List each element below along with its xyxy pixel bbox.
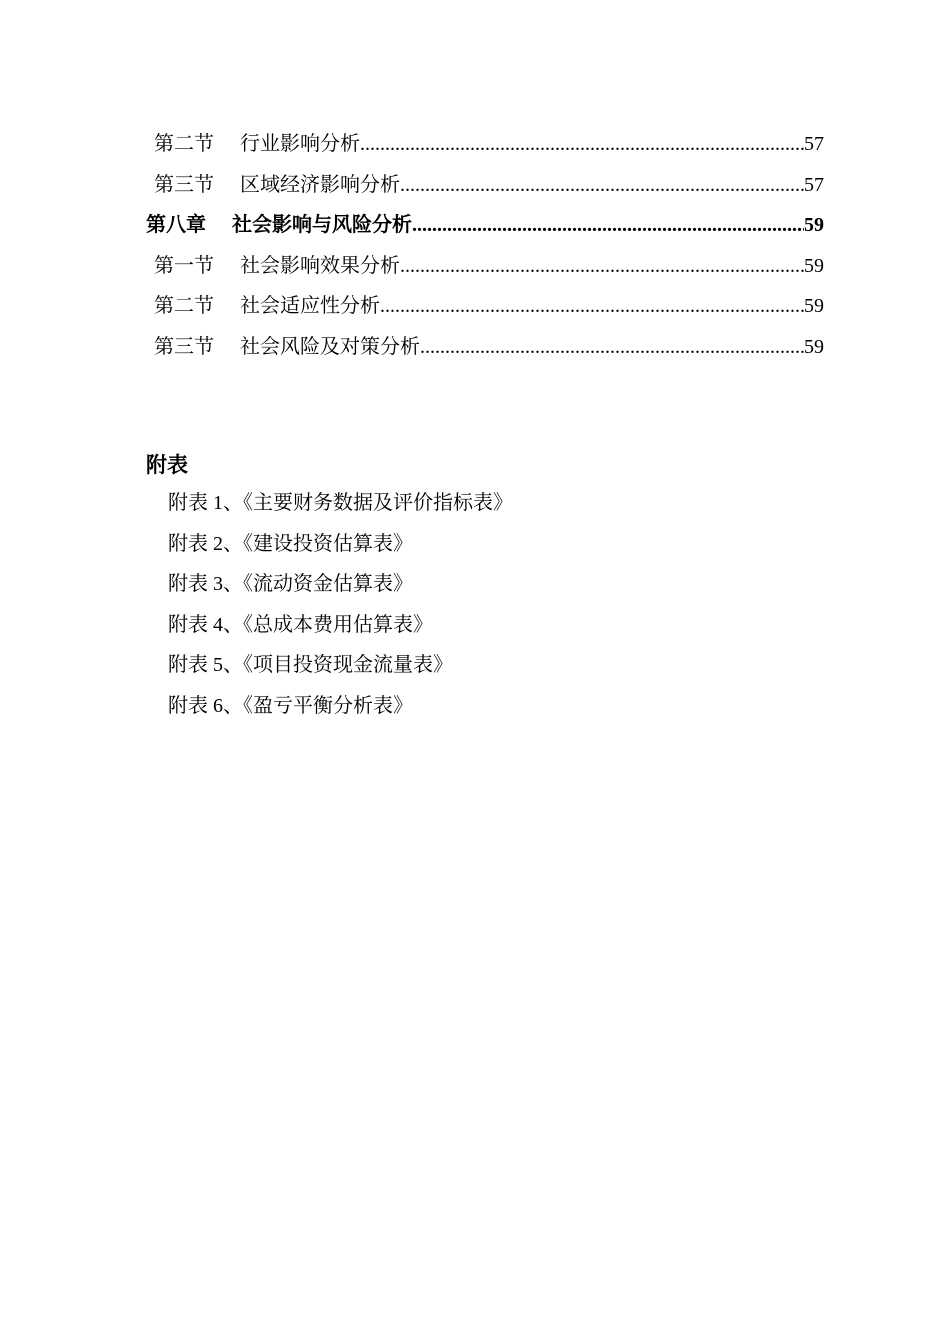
toc-entry-number: 第二节 [154,133,214,155]
toc-dot-leader [400,246,804,287]
toc-entry-title: 社会影响效果分析 [240,254,400,277]
toc-entry-number: 第一节 [154,254,214,277]
appendix-list [168,483,513,727]
toc-chapter-entry[interactable] [146,205,824,246]
toc-entry-page: 57 [804,173,824,196]
toc-entry-page: 59 [804,295,824,318]
toc-entry[interactable] [146,165,824,206]
toc-entry-page: 59 [804,335,824,358]
toc-entry-title: 社会适应性分析 [240,295,380,318]
toc-entry[interactable] [146,124,824,165]
toc-entry[interactable] [146,246,824,287]
table-of-contents [146,124,824,368]
appendix-item[interactable]: 附表 6、《盈亏平衡分析表》 [168,694,413,717]
toc-entry-page: 59 [804,254,824,277]
toc-entry-title: 行业影响分析 [240,133,360,155]
toc-dot-leader [412,205,804,246]
toc-dot-leader [360,124,804,165]
appendix-item[interactable]: 附表 3、《流动资金估算表》 [168,573,413,596]
toc-entry-number: 第八章 [146,214,206,237]
appendix-heading: 附表 [146,453,188,477]
appendix-item[interactable]: 附表 4、《总成本费用估算表》 [168,613,433,636]
toc-entry-number: 第三节 [154,173,214,196]
appendix-item[interactable]: 附表 1、《主要财务数据及评价指标表》 [168,492,513,514]
toc-entry-title: 社会风险及对策分析 [240,335,420,358]
toc-entry-page: 59 [804,214,824,237]
appendix-item[interactable]: 附表 2、《建设投资估算表》 [168,532,413,555]
appendix-item[interactable]: 附表 5、《项目投资现金流量表》 [168,654,453,677]
toc-dot-leader [400,165,804,206]
toc-entry-number: 第二节 [154,295,214,318]
toc-entry-number: 第三节 [154,335,214,358]
toc-dot-leader [420,327,804,368]
toc-dot-leader [380,286,804,327]
toc-entry-title: 社会影响与风险分析 [232,214,412,237]
toc-entry-title: 区域经济影响分析 [240,173,400,196]
toc-entry[interactable] [146,286,824,327]
toc-entry[interactable] [146,327,824,368]
toc-entry-page: 57 [804,133,824,155]
